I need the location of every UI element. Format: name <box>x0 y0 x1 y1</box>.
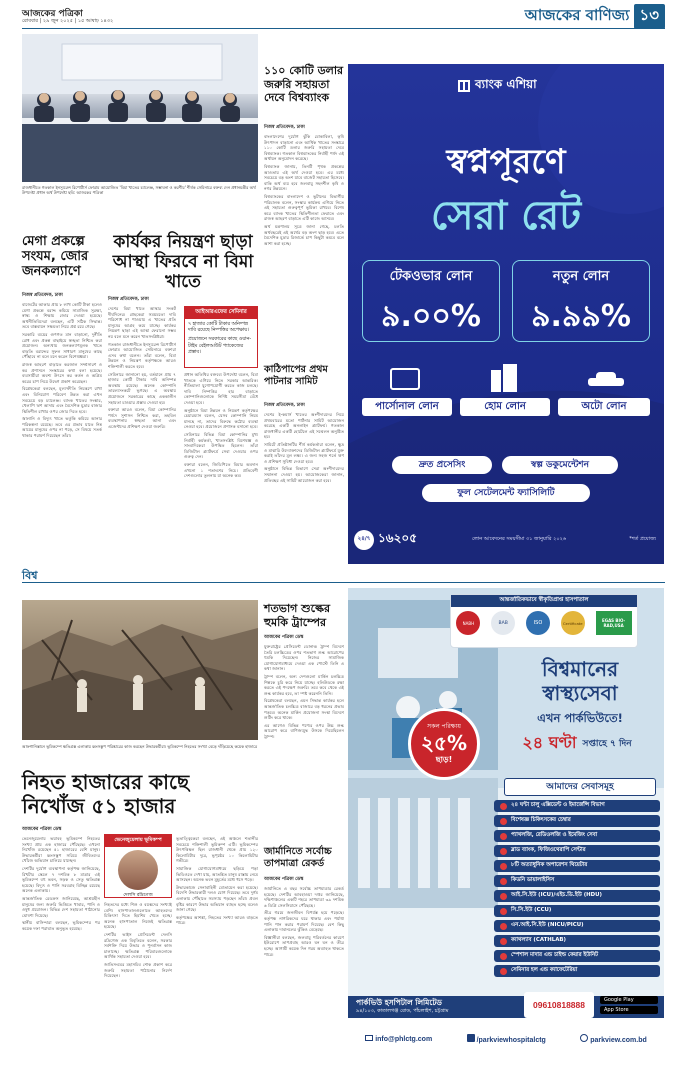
feature-fast-processing: দ্রুত প্রসেসিং <box>392 456 492 474</box>
service-item: ৮টি অত্যাধুনিক অপারেশন থিয়েটার <box>494 860 660 872</box>
story-trump-byline: আজকের পত্রিকা ডেস্ক <box>264 635 304 640</box>
story-earthquake-body-col1: ভেনেজুয়েলায় ভয়াবহ ভূমিকম্পে নিহতের সংখ্যা প্রায় এক হাজারে পৌঁছেছে। এখনো নিখোঁজ রয়েছেন ৫১ হাজারের বেশি মানুষ। উদ্ধারকর্মীরা ধ্বংসস্তূপ সরিয়ে জীবিতদের খোঁজে অভিযান চালিয়ে যাচ্ছেন। দেশটির দুর্যোগ ব্যবস্থাপনা কর্তৃপক্ষ জানিয়েছে, রিখটার স্কেলে ৭ দশমিক ৮ মাত্রার এই ভূমিকম্পে বহু ভবন, সড়ক ও সেতু ক্ষতিগ্রস্ত হয়েছে। বিদ্যুৎ ও পানি সরবরাহ বিচ্ছিন্ন রয়েছে অনেক এলাকায়। আন্তর্জাতিক রেডক্রস জানিয়েছে, আশ্রয়হীন মানুষের জন্য জরুরি ভিত্তিতে খাবার, পানি ও ওষুধ প্রয়োজন। বিভিন্ন দেশ সহায়তা পাঠানোর ঘোষণা দিয়েছে। স্থানীয় বাসিন্দারা বলছেন, ভূমিকম্পের পর কয়েক দফা পরাঘাত অনুভূত হয়েছে। <box>22 836 100 931</box>
wallet-icon <box>390 368 420 390</box>
hosp-hours-label: ২৪ ঘণ্টা <box>522 732 577 752</box>
bullet-icon <box>500 848 507 855</box>
world-section-label: বিশ্ব <box>22 569 38 582</box>
bullet-icon <box>500 818 507 825</box>
bank-hotline <box>354 530 417 550</box>
hosp-hours <box>512 728 642 758</box>
insurance-sidebox-item: প্রয়োজনে সরকারের কাছে ওয়ান-টাইম বেইলআউট প্যাকেজের প্রস্তাব। <box>188 337 252 355</box>
personal-loan-label: পার্সোনাল লোন <box>362 398 452 416</box>
accreditation-title: আন্তর্জাতিকভাবে স্বীকৃতিপ্রাপ্ত হাসপাতাল <box>451 595 637 607</box>
bullet-icon <box>500 908 507 915</box>
story-earthquake-body-col2: নিহতদের মধ্যে শিশু ও বয়স্কদের সংখ্যাই বেশি। হাসপাতালগুলোতে আহতদের চিকিৎসা দিতে হিমশিম খেতে হচ্ছে। অনেক হাসপাতাল নিজেই ক্ষতিগ্রস্ত হয়েছে। দেশটির ভাইস প্রেসিডেন্ট দেলসি রদ্রিগেজ এক বিবৃতিতে বলেন, সরকার সর্বশক্তি দিয়ে উদ্ধার ও পুনর্বাসন কাজ চালাচ্ছে। ক্ষতিগ্রস্ত পরিবারগুলোকে আর্থিক সহায়তা দেওয়া হবে। জাতিসংঘের মহাসচিব শোক প্রকাশ করে জরুরি সহায়তা পাঠানোর নির্দেশ দিয়েছেন। <box>104 902 172 979</box>
story-insurance-byline: নিজস্ব প্রতিবেদক, ঢাকা <box>108 297 149 302</box>
iso-badge: ISO <box>526 611 550 635</box>
earthquake-photo-caption: আফগানিস্তানে ভূমিকম্পে ক্ষতিগ্রস্ত এলাকায় ধ্বংসস্তূপ পরিষ্কারের কাজ করছেন উদ্ধারকর্মীরা। ভূমিকম্পে নিহতের সংখ্যা বেড়ে দাঁড়িয়েছে কয়েক হাজারে <box>22 744 258 749</box>
story-megaproject-body: বাজেটের আকার প্রায় ৮ লাখ কোটি টাকা হলেও মেগা প্রকল্পে বরাদ্দ কমিয়ে সামাজিক সুরক্ষা, স্বাস্থ্য ও শিক্ষায় জোর দেওয়া হয়েছে। অর্থনীতিবিদেরা বলছেন, এটি সঠিক সিদ্ধান্ত। তবে বাস্তবায়ন সক্ষমতা নিয়ে প্রশ্ন রয়ে গেছে। সরকারি ব্যয়ের গুণগত মান বাড়ানো, দুর্নীতি রোধ এবং প্রকল্প বাছাইয়ে স্বচ্ছতা নিশ্চিত করা প্রয়োজন। অন্যথায় জনকল্যাণমূলক খাতে বাড়তি বরাদ্দের সুফল সাধারণ মানুষের কাছে পৌঁছাবে না বলে মনে করেন বিশেষজ্ঞরা। রাজস্ব আহরণ বাড়াতে করজাল সম্প্রসারণ ও কর প্রশাসনে সংস্কারের কথা বলা হয়েছে। ব্যবসায়ীরা অবশ্য উৎসে কর কর্তন ও অগ্রিম করের চাপ নিয়ে উদ্বেগ প্রকাশ করেছেন। বিশ্লেষকেরা বলছেন, মূল্যস্ফীতি নিয়ন্ত্রণে রাখা এবং বিনিয়োগ পরিবেশ উন্নত করা এখন সবচেয়ে বড় চ্যালেঞ্জ। ব্যাংক খাতের সংস্কার, খেলাপি ঋণ আদায় এবং বৈদেশিক মুদ্রার বাজার স্থিতিশীল রাখার ওপর জোর দিতে হবে। জ্বালানি ও বিদ্যুৎ খাতে ভর্তুকি কমিয়ে আনার পরিকল্পনা রয়েছে। তবে এর প্রভাব যাতে নিম্ন আয়ের মানুষের ওপর না পড়ে, সে বিষয়ে সতর্ক থাকার পরামর্শ দিয়েছেন তাঁরা। <box>22 302 102 439</box>
services-list <box>494 800 660 977</box>
email-icon <box>365 1035 373 1041</box>
issue-date: রোববার | ২৯ জুন ২০২৫ | ১৫ আষাঢ় ১৪৩২ <box>22 18 114 24</box>
bullet-icon <box>500 863 507 870</box>
service-item: আই.সি.ইউ (ICU)/এইচ.ডি.ইউ (HDU) <box>494 890 660 902</box>
auto-loan-label: অটো লোন <box>558 398 650 416</box>
story-germany-byline: আজকের পত্রিকা ডেস্ক <box>264 877 304 882</box>
takeover-rate-box <box>362 260 500 342</box>
feature-full-settlement: ফুল সেটেলমেন্ট ফ্যাসিলিটি <box>422 484 590 502</box>
discount-value: ২৫% <box>420 731 468 755</box>
person-name: দেলসি রদ্রিগেজ <box>123 893 153 898</box>
facebook-icon <box>467 1034 475 1042</box>
section-title: আজকের বাণিজ্য <box>524 6 630 24</box>
story-insurance-headline: কার্যকর নিয়ন্ত্রণ ছাড়া আস্থা ফিরবে না বিমা খাতে <box>112 232 254 292</box>
hospital-name: পার্কভিউ হসপিটাল লিমিটেড <box>356 998 442 1007</box>
earthquake-photo <box>22 600 258 740</box>
service-item: এন.আই.সি.ইউ (NICU/PICU) <box>494 920 660 932</box>
story-trump-headline: শতভাগ শুল্কের হুমকি ট্রাম্পের <box>264 602 330 629</box>
discount-bottom: ছাড়! <box>435 755 453 764</box>
hotline-badge: ২৪/৭ <box>354 530 374 550</box>
bullet-icon <box>500 968 507 975</box>
service-item: ২৪ ঘন্টা চালু এক্সিডেন্ট ও ইমার্জেন্সি বিভাগ <box>494 800 660 812</box>
bank-tagline-1: স্বপ্নপূরণে <box>446 142 566 182</box>
venezuela-sidebox-title: ভেনেজুয়েলায় ভূমিকম্প <box>105 835 171 847</box>
bullet-icon <box>500 833 507 840</box>
story-trump-body: যুক্তরাষ্ট্রের প্রেসিডেন্ট ডোনাল্ড ট্রাম্প বিদেশে তৈরি চলচ্চিত্রের ওপর শতভাগ শুল্ক আরোপের হুমকি দিয়েছেন। নিজের সামাজিক যোগাযোগমাধ্যমে দেওয়া এক পোস্টে তিনি এ কথা জানান। ট্রাম্প বলেন, অন্য দেশগুলো মার্কিন চলচ্চিত্র শিল্পকে চুরি করে নিয়ে যাচ্ছে। হলিউডকে রক্ষা করতে এই পদক্ষেপ জরুরি। তবে কবে থেকে এই শুল্ক কার্যকর হবে, তা স্পষ্ট করেননি তিনি। বিশ্লেষকেরা বলছেন, এমন সিদ্ধান্ত কার্যকর হলে আন্তর্জাতিক চলচ্চিত্র বাজারে বড় ধরনের প্রভাব পড়বে। অনেক মার্কিন প্রযোজনা সংস্থা বিদেশে শুটিং করে থাকে। এর আগেও বিভিন্ন পণ্যের ওপর উচ্চ শুল্ক আরোপ করে বাণিজ্যযুদ্ধ উসকে দিয়েছিলেন ট্রাম্প। <box>264 644 344 739</box>
bank-brand <box>458 76 537 96</box>
service-item: সি.সি.ইউ (CCU) <box>494 905 660 917</box>
service-item: প্যাথলজি, রেডিওলজি ও ইমেজিং সেবা <box>494 830 660 842</box>
services-title: আমাদের সেবাসমূহ <box>504 778 656 796</box>
home-loan-label: হোম লোন <box>460 398 550 416</box>
hotline-number: ১৬২০৫ <box>378 531 417 545</box>
accreditation-box <box>450 594 638 648</box>
bullet-icon <box>500 938 507 945</box>
story-worldbank-byline: নিজস্ব প্রতিবেদক, ঢাকা <box>264 125 305 130</box>
bab-badge: BAB <box>491 611 515 635</box>
section-header <box>525 4 665 29</box>
app-badges <box>600 996 658 1014</box>
bank-footer-note: লোন আবেদনের সময়সীমা ৩১ জানুয়ারি ২০২৬ <box>472 536 567 542</box>
newspaper-name: আজকের পত্রিকা <box>22 9 83 19</box>
discount-top: সকল পরিক্ষায় <box>427 723 461 730</box>
facebook-contact[interactable]: /parkviewhospitalctg <box>467 1034 546 1044</box>
bullet-icon <box>500 923 507 930</box>
egas-badge: EGAS BIO-RAD,USA <box>596 611 632 635</box>
hospital-contact-bar <box>348 1024 664 1054</box>
service-item: স্পেশাল মাদার এন্ড চাইল্ড কেয়ার ইউনিট <box>494 950 660 962</box>
feature-less-documents: স্বল্প ডকুমেন্টেশন <box>502 456 618 474</box>
new-loan-rate-box <box>512 260 650 342</box>
hosp-headline-3: এখন পার্কভিউতে! <box>537 711 623 725</box>
hospital-phone[interactable]: 09610818888 <box>532 1000 585 1010</box>
takeover-label: টেকওভার লোন <box>389 269 473 284</box>
website-contact[interactable]: parkview.com.bd <box>580 1034 647 1044</box>
parkview-hospital-ad <box>348 588 664 1056</box>
car-icon <box>588 372 624 388</box>
discount-badge <box>408 708 480 780</box>
playstore-badge[interactable]: Google Play <box>600 996 658 1004</box>
story-worldbank-headline: ১১০ কোটি ডলার জরুরি সহায়তা দেবে বিশ্বব্যাংক <box>264 64 344 104</box>
bank-name: ব্যাংক এশিয়া <box>475 77 537 91</box>
hospital-address: ৯৪/১০৩, কাতালগঞ্জ রোড, পাঁচলাইশ, চট্টগ্রাম <box>356 1008 449 1014</box>
bank-logo-icon <box>458 80 470 92</box>
bank-tagline-2: সেরা রেট <box>430 192 582 239</box>
service-item: ক্যাথল্যাব (CATHLAB) <box>494 935 660 947</box>
story-insurance-body-col1: দেশের বিমা খাতে আস্থার সংকট দীর্ঘদিনের। গ্রাহকেরা সময়মতো দাবি পরিশোধ না পাওয়ায় এ খাতের প্রতি মানুষের আগ্রহ কমে যাচ্ছে। কার্যকর নিয়ন্ত্রণ ছাড়া এই আস্থা ফেরানো সম্ভব নয় বলে মনে করেন খাতসংশ্লিষ্টরা। গতকাল রাজধানীতে ইনস্যুরেন্স রিপোর্টার্স ফোরাম আয়োজিত সেমিনারে বক্তারা এসব কথা বলেন। তাঁরা বলেন, বিমা উন্নয়ন ও নিয়ন্ত্রণ কর্তৃপক্ষকে আরও শক্তিশালী করতে হবে। সেমিনারে জানানো হয়, বর্তমানে প্রায় ৭ হাজার কোটি টাকার দাবি অনিষ্পন্ন অবস্থায় রয়েছে। অনেক কোম্পানি তারল্যসংকটে ভুগছে। এ অবস্থায় প্রয়োজনে সরকারের কাছে এককালীন সহায়তা চাওয়ার প্রস্তাব দেওয়া হয়। বক্তারা আরও বলেন, বিমা কোম্পানির পর্ষদে সুশাসন নিশ্চিত করা, তহবিল ব্যবস্থাপনায় স্বচ্ছতা আনা এবং এজেন্টদের প্রশিক্ষণ দেওয়া জরুরি। <box>108 306 176 429</box>
page-number: ১৩ <box>634 4 666 29</box>
insurance-sidebox-item: ৭ হাজার কোটি টাকার অনিষ্পন্ন দাবি রয়েছে নিষ্পত্তির অপেক্ষায়। <box>188 322 249 334</box>
person-portrait <box>118 850 158 890</box>
new-loan-label: নতুন লোন <box>552 269 610 284</box>
hosp-headline-2: স্বাস্থ্যসেবা <box>542 681 618 705</box>
new-loan-rate: ৯.৯৯% <box>531 299 631 334</box>
bullet-icon <box>500 893 507 900</box>
bullet-icon <box>500 878 507 885</box>
story-insurance-body-col2: প্রধান অতিথির বক্তব্যে উপদেষ্টা বলেন, বিমা খাতকে এগিয়ে নিতে সরকার আন্তরিক। নীতিমালা যুগোপযোগী করতে কাজ চলছে। দাবি নিষ্পত্তির হার বাড়াতে কোম্পানিগুলোকে নির্দিষ্ট সময়সীমা বেঁধে দেওয়া হবে। অনুষ্ঠানে বিমা উন্নয়ন ও নিয়ন্ত্রণ কর্তৃপক্ষের চেয়ারম্যান বলেন, যেসব কোম্পানি নিয়ম মানছে না, তাদের বিরুদ্ধে কঠোর ব্যবস্থা নেওয়া হবে। প্রয়োজনে প্রশাসক বসানো হবে। সেমিনারে বিভিন্ন বিমা কোম্পানির মুখ্য নির্বাহী কর্মকর্তা, খাতসংশ্লিষ্ট বিশেষজ্ঞ ও সাংবাদিকেরা উপস্থিত ছিলেন। তাঁরা ডিজিটাল প্ল্যাটফর্মে সেবা দেওয়ার ওপর গুরুত্ব দেন। বক্তারা বলেন, জিডিপিতে বিমার অবদান এখনো ১ শতাংশের নিচে। প্রতিবেশী দেশগুলোর তুলনায় যা অনেক কম। <box>184 372 258 479</box>
story-summit-body: দেশের ই-কমার্স খাতের অংশীদারদের নিয়ে প্রথমবারের মতো পার্টনার সামিট আয়োজন করেছে একটি অনলাইন প্ল্যাটফর্ম। গতকাল রাজধানীর একটি হোটেলে এই সম্মেলন অনুষ্ঠিত হয়। সামিটে প্রতিষ্ঠানটির শীর্ষ কর্মকর্তারা বলেন, ক্ষুদ্র ও মাঝারি উদ্যোক্তাদের ডিজিটাল প্ল্যাটফর্মে যুক্ত করাই তাঁদের মূল লক্ষ্য। এ জন্য সহজ শর্তে ঋণ ও প্রশিক্ষণ সুবিধা দেওয়া হবে। অনুষ্ঠানে বিভিন্ন বিভাগে সেরা অংশীদারদের সম্মাননা দেওয়া হয়। আয়োজকেরা জানান, প্রতিবছর এই সামিট আয়োজন করা হবে। <box>264 412 344 483</box>
seminar-photo <box>22 34 258 182</box>
service-item: কিডনি ডায়ালাইসিস <box>494 875 660 887</box>
service-item: বিশেষজ্ঞ চিকিৎসকের চেম্বার <box>494 815 660 827</box>
story-earthquake-headline: নিহত হাজারের কাছে নিখোঁজ ৫১ হাজার <box>22 770 190 818</box>
world-section-rule <box>22 582 665 583</box>
venezuela-sidebox <box>104 834 172 898</box>
story-summit-headline: কাঠিপাপের প্রথম পাটনার সামিট <box>264 364 328 387</box>
bullet-icon <box>500 803 507 810</box>
story-megaproject-byline: নিজস্ব প্রতিবেদক, ঢাকা <box>22 293 63 298</box>
story-germany-body: জার্মানিতে এ বছর সর্বোচ্চ তাপমাত্রার রেকর্ড হয়েছে। দেশটির আবহাওয়া দপ্তর জানিয়েছে, দক্ষিণাঞ্চলের একটি শহরে তাপমাত্রা ৩৯ দশমিক ৬ ডিগ্রি সেলসিয়াসে পৌঁছেছে। তীব্র গরমে জনজীবন বিপর্যস্ত হয়ে পড়েছে। কর্তৃপক্ষ নাগরিকদের ঘরে থাকার এবং পর্যাপ্ত পানি পান করার পরামর্শ দিয়েছে। বেশ কিছু এলাকায় দাবানলের ঝুঁকিও বেড়েছে। বিজ্ঞানীরা বলছেন, জলবায়ু পরিবর্তনের কারণে ইউরোপে তাপপ্রবাহ আরও ঘন ঘন ও তীব্র হচ্ছে। আগামী কয়েক দিন গরম অব্যাহত থাকতে পারে। <box>264 886 344 957</box>
globe-icon <box>580 1034 588 1042</box>
header-rule <box>22 28 665 29</box>
appstore-badge[interactable]: App Store <box>600 1006 658 1014</box>
story-megaproject-headline: মেগা প্রকল্পে সংযম, জোর জনকল্যাণে <box>22 234 89 279</box>
hosp-days-label: সপ্তাহে ৭ দিন <box>582 738 632 749</box>
takeover-rate: ৯.০০% <box>381 299 481 334</box>
story-worldbank-body: বাংলাদেশের দুর্যোগ ঝুঁকি মোকাবিলা, কৃষি উৎপাদন বাড়ানো এবং আর্থিক খাতের সংস্কারে ১১০ কোটি ডলার জরুরি সহায়তা দেবে বিশ্বব্যাংক। গতকাল বিশ্বব্যাংকের নির্বাহী পর্ষদ এই অর্থায়ন অনুমোদন করেছে। বিশ্বব্যাংক জানায়, তিনটি পৃথক প্রকল্পের আওতায় এই অর্থ দেওয়া হবে। এর মধ্যে সবচেয়ে বড় অংশ যাবে বাজেট সহায়তা হিসেবে। বাকি অর্থ ব্যয় হবে জলবায়ু সহনশীল কৃষি ও নগর উন্নয়নে। বিশ্বব্যাংকের বাংলাদেশ ও ভুটানের বিভাগীয় পরিচালক বলেন, সংস্কার কার্যক্রম এগিয়ে নিতে এই সহায়তা গুরুত্বপূর্ণ ভূমিকা রাখবে। বিশেষ করে ব্যাংক খাতের স্থিতিশীলতা ফেরাতে এবং রাজস্ব আহরণ বাড়াতে এটি কাজে আসবে। অর্থ মন্ত্রণালয় সূত্রে জানা গেছে, চলতি অর্থবছরেই এই অর্থের বড় অংশ ছাড় হবে। এতে বৈদেশিক মুদ্রার রিজার্ভে চাপ কিছুটা কমবে বলে আশা করা হচ্ছে। <box>264 134 344 246</box>
hospital-phone-box <box>524 992 594 1018</box>
story-earthquake-body-col3: ভূতাত্ত্বিকেরা বলছেন, এই অঞ্চলে শতাব্দীর সবচেয়ে শক্তিশালী ভূমিকম্প এটি। ভূমিকম্পের উৎপত্তিস্থল ছিল রাজধানী থেকে প্রায় ১২০ কিলোমিটার দূরে, ভূপৃষ্ঠের ১০ কিলোমিটার গভীরে। সামাজিক যোগাযোগমাধ্যমে ছড়িয়ে পড়া ভিডিওতে দেখা যায়, আতঙ্কিত মানুষ রাস্তায় নেমে আসছেন। অনেক ভবন মুহূর্তের মধ্যে ধসে পড়ে। উদ্ধারকাজে সেনাবাহিনী মোতায়েন করা হয়েছে। বিদেশি উদ্ধারকারী দলও যোগ দিয়েছে। তবে দুর্গম এলাকায় পৌঁছাতে সমস্যায় পড়ছেন তাঁরা। প্রবল বৃষ্টির কারণে উদ্ধার অভিযান ব্যাহত হচ্ছে বলেও জানা গেছে। কর্তৃপক্ষের আশঙ্কা, নিহতের সংখ্যা আরও বাড়তে পারে। <box>176 836 258 926</box>
service-item: সেমিনার হল এন্ড ক্যাফেটেরিয়া <box>494 965 660 977</box>
certificate-badge: Certificate <box>561 611 585 635</box>
story-germany-headline: জার্মানিতে সর্বোচ্চ তাপমাত্রা রেকর্ড <box>264 846 332 869</box>
insurance-sidebox-title: আইআরএফের সেমিনার <box>185 307 257 319</box>
insurance-sidebox <box>184 306 258 368</box>
bank-terms: *শর্ত প্রযোজ্য <box>629 536 656 542</box>
seminar-photo-caption: রাজধানীতে গতকাল ইনস্যুরেন্স রিপোর্টার্স ফোরাম আয়োজিত 'বিমা খাতের চ্যালেঞ্জ, সম্ভাবনা ও করণীয়' শীর্ষক সেমিনারে বক্তব্য দেন প্রধানমন্ত্রীর অর্থ উপদেষ্টা প্রধান অর্থ উপদেষ্টা ছবি: আজকের পত্রিকা <box>22 185 256 196</box>
email-contact[interactable]: info@phlctg.com <box>365 1035 432 1043</box>
bank-asia-ad <box>348 64 664 564</box>
story-summit-byline: নিজস্ব প্রতিবেদক, ঢাকা <box>264 403 305 408</box>
building-icon <box>491 364 517 392</box>
story-earthquake-byline: আজকের পত্রিকা ডেস্ক <box>22 827 62 832</box>
hosp-headline-1: বিশ্বমানের <box>541 657 619 681</box>
service-item: ব্লাড ব্যাংক, ফিজিওথেরাপি সেন্টার <box>494 845 660 857</box>
bullet-icon <box>500 953 507 960</box>
nabh-badge: NABH <box>456 611 480 635</box>
